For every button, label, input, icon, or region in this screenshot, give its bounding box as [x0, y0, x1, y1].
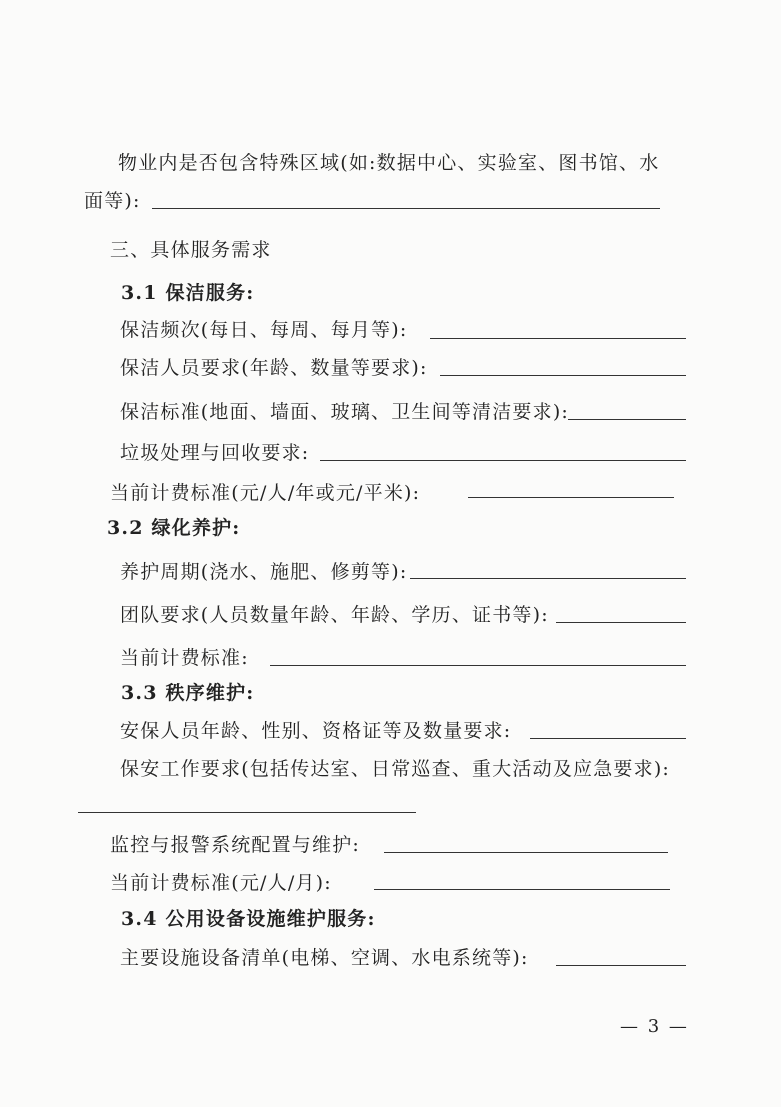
section-3-3-heading: 3.3 秩序维护:	[121, 682, 255, 704]
cleaning-standard-blank[interactable]	[568, 419, 686, 420]
monitoring-blank[interactable]	[384, 852, 668, 853]
greening-cycle-label: 养护周期(浇水、施肥、修剪等):	[120, 561, 408, 583]
cleaning-staff-label: 保洁人员要求(年龄、数量等要求):	[120, 357, 428, 379]
special-area-question: 物业内是否包含特殊区域(如:数据中心、实验室、图书馆、水	[118, 152, 660, 174]
garbage-handling-label: 垃圾处理与回收要求:	[120, 442, 310, 464]
security-fee-label: 当前计费标准(元/人/月):	[110, 872, 332, 894]
greening-team-label: 团队要求(人员数量年龄、年龄、学历、证书等):	[120, 604, 549, 626]
facility-list-label: 主要设施设备清单(电梯、空调、水电系统等):	[120, 947, 529, 969]
garbage-handling-blank[interactable]	[320, 460, 686, 461]
security-fee-blank[interactable]	[374, 889, 670, 890]
greening-fee-label: 当前计费标准:	[120, 647, 249, 669]
greening-cycle-blank[interactable]	[410, 578, 686, 579]
greening-fee-blank[interactable]	[270, 665, 686, 666]
facility-list-blank[interactable]	[556, 965, 686, 966]
cleaning-frequency-label: 保洁频次(每日、每周、每月等):	[120, 319, 408, 341]
section-3-heading: 三、具体服务需求	[110, 239, 272, 261]
cleaning-standard-label: 保洁标准(地面、墙面、玻璃、卫生间等清洁要求):	[120, 401, 570, 423]
security-work-blank[interactable]	[78, 812, 416, 813]
greening-team-blank[interactable]	[556, 622, 686, 623]
security-staff-blank[interactable]	[530, 738, 686, 739]
page-number: — 3 —	[620, 1016, 689, 1037]
section-3-2-heading: 3.2 绿化养护:	[107, 517, 241, 539]
monitoring-label: 监控与报警系统配置与维护:	[110, 834, 361, 856]
special-area-question-cont: 面等):	[84, 190, 141, 212]
section-3-4-heading: 3.4 公用设备设施维护服务:	[121, 908, 376, 930]
cleaning-frequency-blank[interactable]	[430, 338, 686, 339]
cleaning-staff-blank[interactable]	[440, 375, 686, 376]
security-staff-label: 安保人员年龄、性别、资格证等及数量要求:	[120, 720, 512, 742]
security-work-label: 保安工作要求(包括传达室、日常巡查、重大活动及应急要求):	[120, 758, 671, 780]
special-area-answer-blank[interactable]	[152, 208, 660, 209]
section-3-1-heading: 3.1 保洁服务:	[121, 282, 255, 304]
cleaning-fee-blank[interactable]	[468, 497, 674, 498]
cleaning-fee-label: 当前计费标准(元/人/年或元/平米):	[110, 482, 421, 504]
